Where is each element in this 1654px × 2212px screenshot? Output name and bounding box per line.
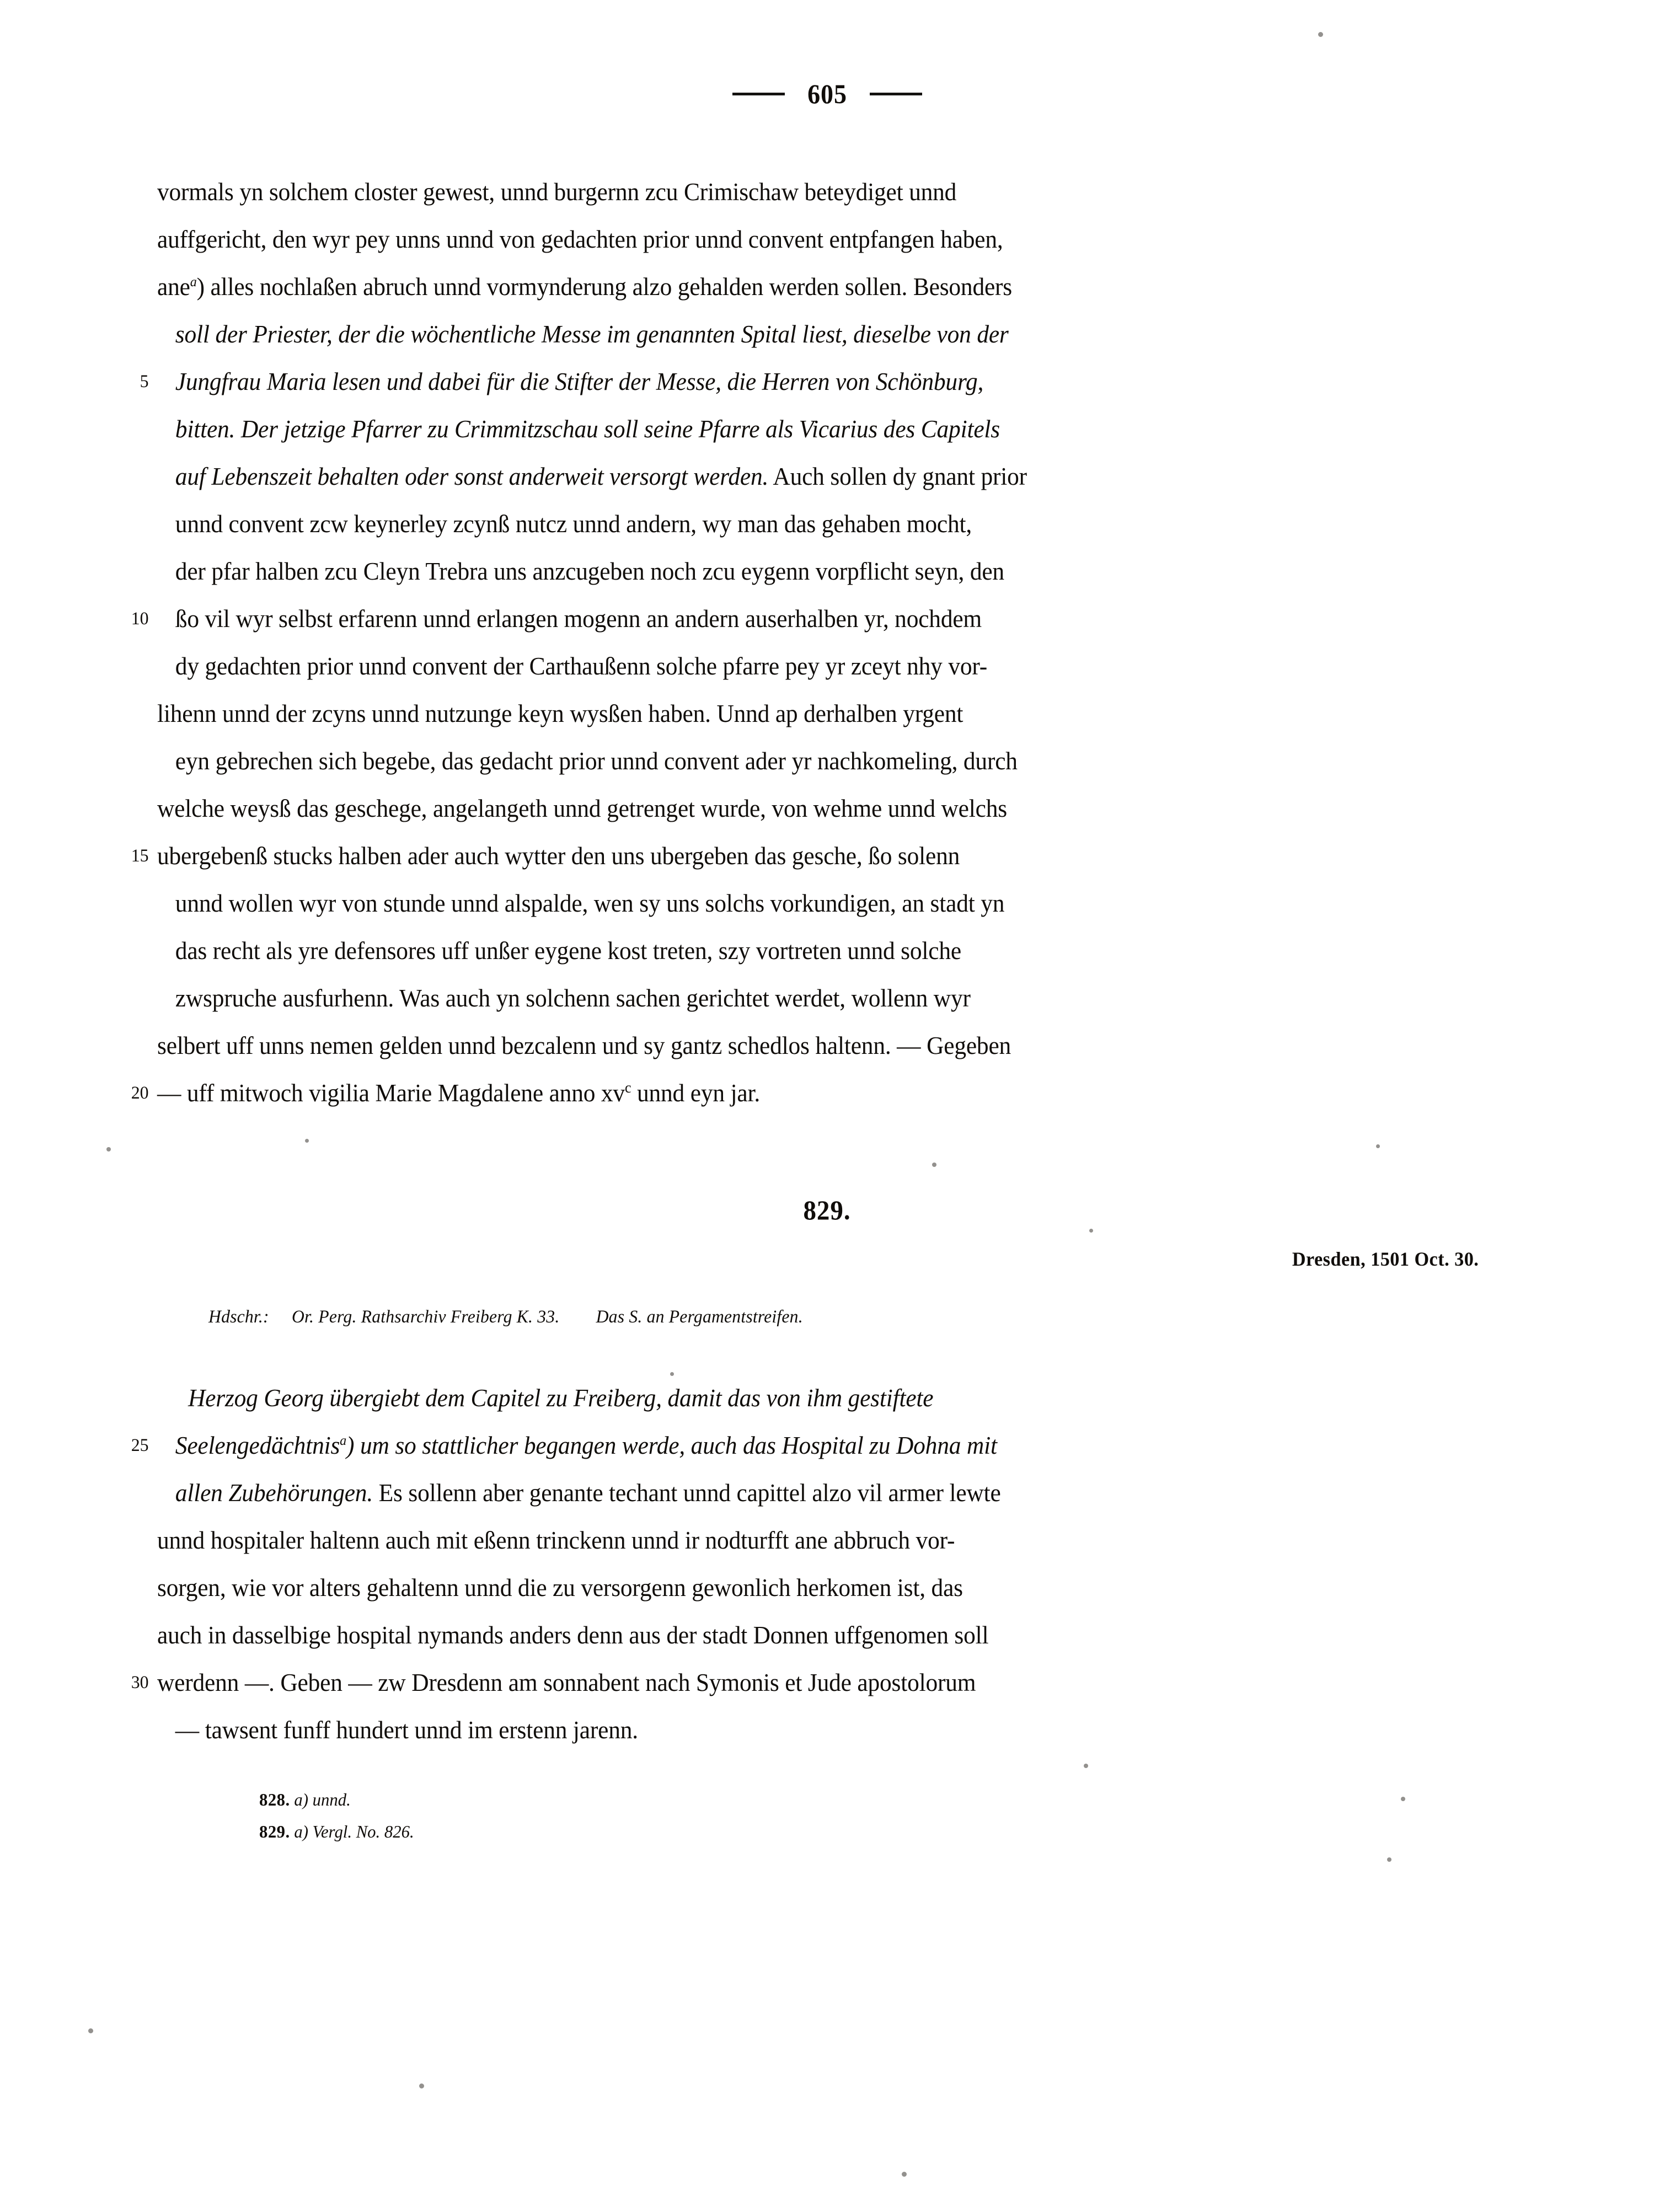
scan-speckle bbox=[106, 1147, 111, 1151]
line-text: vormals yn solchem closter gewest, unnd burgernn zcu Crimischaw beteydiget unnd bbox=[157, 178, 957, 206]
text-line bbox=[157, 737, 1432, 785]
line-text: unnd convent zcw keynerley zcynß nutcz unnd andern, wy man das gehaben mocht, bbox=[175, 510, 972, 538]
text-line bbox=[157, 310, 1432, 358]
text-line bbox=[157, 500, 1432, 548]
line-text: soll der Priester, der die wöchentliche Messe im genannten Spital liest, dieselbe von der bbox=[175, 320, 1009, 348]
charter-829-number: 829. bbox=[803, 1195, 851, 1225]
footnote-reference-number: 828. bbox=[259, 1790, 290, 1809]
text-line bbox=[157, 1374, 1432, 1422]
text-line bbox=[131, 1659, 1432, 1706]
line-number-marginal: 10 bbox=[131, 609, 149, 629]
charter-829-dateline: Dresden, 1501 Oct. 30. bbox=[1292, 1248, 1479, 1270]
scan-speckle bbox=[670, 1372, 674, 1376]
footnote-line bbox=[259, 1783, 1106, 1815]
line-number-marginal: 5 bbox=[140, 372, 149, 392]
text-line bbox=[157, 168, 1432, 216]
line-text: auch in dasselbige hospital nymands anders denn aus der stadt Donnen uffgenomen soll bbox=[157, 1621, 989, 1649]
line-text: ubergebenß stucks halben ader auch wytter den uns ubergeben das gesche, ßo solenn bbox=[157, 842, 960, 870]
line-text: zwspruche ausfurhenn. Was auch yn solchenn sachen gerichtet werdet, wollenn wyr bbox=[175, 984, 971, 1012]
footnote-line bbox=[259, 1815, 1106, 1847]
footnote-marker: a bbox=[340, 1433, 347, 1448]
line-text: werdenn —. Geben — zw Dresdenn am sonnabent nach Symonis et Jude apostolorum bbox=[157, 1669, 976, 1696]
scan-speckle bbox=[1376, 1144, 1380, 1148]
scan-speckle bbox=[1084, 1764, 1088, 1768]
head-rule-left bbox=[732, 93, 785, 95]
line-text: unnd hospitaler haltenn auch mit eßenn trinckenn unnd ir nodturfft ane abbruch vor- bbox=[157, 1527, 955, 1554]
text-line bbox=[157, 1469, 1432, 1517]
line-text: bitten. Der jetzige Pfarrer zu Crimmitzschau soll seine Pfarre als Vicarius des Capitels bbox=[175, 415, 1000, 443]
text-line bbox=[157, 880, 1432, 927]
line-text: Seelengedächtnis$^a$) um so stattlicher begangen werde, auch das Hospital zu Dohna mit bbox=[175, 1432, 997, 1459]
scan-speckle bbox=[1401, 1797, 1405, 1801]
superscript-c: c bbox=[624, 1079, 631, 1096]
text-line bbox=[157, 453, 1432, 500]
line-text: ane$^a$) alles nochlaßen abruch unnd vormynderung alzo gehalden werden sollen. Besonders bbox=[157, 273, 1013, 301]
line-text-italic-part: auf Lebenszeit behalten oder sonst anderweit versorgt werden. bbox=[175, 463, 769, 490]
scan-speckle bbox=[1387, 1857, 1391, 1862]
text-line bbox=[157, 1022, 1432, 1069]
line-text: unnd wollen wyr von stunde unnd alspalde, wen sy uns solchs vorkundigen, an stadt yn bbox=[175, 890, 1005, 917]
text-line bbox=[157, 548, 1432, 595]
line-text: das recht als yre defensores uff unßer eygene kost treten, szy vortreten unnd solche bbox=[175, 937, 961, 965]
line-text: dy gedachten prior unnd convent der Carthaußenn solche pfarre pey yr zceyt nhy vor- bbox=[175, 652, 988, 680]
scan-speckle bbox=[305, 1139, 309, 1143]
text-line bbox=[140, 358, 1432, 405]
text-line bbox=[131, 1422, 1432, 1469]
scan-speckle bbox=[1089, 1229, 1093, 1233]
source-prefix: Hdschr.: bbox=[208, 1307, 269, 1327]
scan-speckle bbox=[88, 2028, 93, 2033]
footnote-text: a) Vergl. No. 826. bbox=[294, 1822, 414, 1841]
line-text: eyn gebrechen sich begebe, das gedacht prior unnd convent ader yr nachkomeling, durch bbox=[175, 747, 1018, 775]
line-number-marginal: 30 bbox=[131, 1673, 149, 1693]
line-text-italic-part: allen Zubehörungen. bbox=[175, 1479, 373, 1507]
scan-speckle bbox=[932, 1163, 936, 1167]
charter-829-source-note bbox=[208, 1307, 803, 1327]
scan-speckle bbox=[1318, 32, 1323, 37]
text-line bbox=[157, 1517, 1432, 1564]
text-line bbox=[131, 595, 1432, 642]
scan-speckle bbox=[902, 2172, 907, 2177]
line-text: der pfar halben zcu Cleyn Trebra uns anzcugeben noch zcu eygenn vorpflicht seyn, den bbox=[175, 558, 1004, 585]
line-text: sorgen, wie vor alters gehaltenn unnd die zu versorgenn gewonlich herkomen ist, das bbox=[157, 1574, 963, 1602]
line-number-marginal: 15 bbox=[131, 846, 149, 866]
text-line bbox=[131, 832, 1432, 880]
line-text: Herzog Georg übergiebt dem Capitel zu Freiberg, damit das von ihm gestiftete bbox=[188, 1384, 934, 1412]
footnote-area bbox=[259, 1783, 1142, 1847]
text-line bbox=[157, 927, 1432, 974]
text-line bbox=[157, 405, 1432, 453]
text-line bbox=[157, 1611, 1432, 1659]
page-folio-number: 605 bbox=[807, 78, 847, 109]
source-manuscript: Or. Perg. Rathsarchiv Freiberg K. 33. bbox=[291, 1307, 560, 1327]
text-line bbox=[131, 1069, 1432, 1117]
scan-speckle bbox=[419, 2084, 424, 2088]
head-rule-right bbox=[870, 93, 922, 95]
line-text: — uff mitwoch vigilia Marie Magdalene anno $xv^c$ unnd eyn jar. bbox=[157, 1079, 761, 1107]
charter-829-text bbox=[131, 1374, 1478, 1754]
line-text: Jungfrau Maria lesen und dabei für die Stifter der Messe, die Herren von Schönburg, bbox=[175, 368, 984, 395]
source-seal-note: Das S. an Pergamentstreifen. bbox=[596, 1307, 803, 1327]
footnote-text: a) unnd. bbox=[294, 1790, 351, 1809]
text-line bbox=[157, 642, 1432, 690]
line-text: auf Lebenszeit behalten oder sonst anderweit versorgt werden. Auch sollen dy gnant prior bbox=[175, 463, 1027, 490]
text-line bbox=[157, 785, 1432, 832]
line-text: lihenn unnd der zcyns unnd nutzunge keyn wysßen haben. Unnd ap derhalben yrgent bbox=[157, 700, 964, 727]
text-line bbox=[157, 690, 1432, 737]
text-line bbox=[157, 1706, 1432, 1754]
charter-828-text bbox=[131, 168, 1478, 1117]
line-text: allen Zubehörungen. Es sollenn aber genante techant unnd capittel alzo vil armer lewte bbox=[175, 1479, 1001, 1507]
line-number-marginal: 20 bbox=[131, 1083, 149, 1103]
footnote-marker: a bbox=[190, 275, 197, 290]
line-text: auffgericht, den wyr pey unns unnd von gedachten prior unnd convent entpfangen haben, bbox=[157, 226, 1003, 253]
text-line bbox=[157, 216, 1432, 263]
footnote-reference-number: 829. bbox=[259, 1822, 290, 1841]
running-head bbox=[0, 80, 1654, 108]
text-line bbox=[157, 974, 1432, 1022]
line-text: ßo vil wyr selbst erfarenn unnd erlangen mogenn an andern auserhalben yr, nochdem bbox=[175, 605, 982, 633]
text-line bbox=[157, 263, 1432, 310]
line-text: welche weysß das geschege, angelangeth unnd getrenget wurde, von wehme unnd welchs bbox=[157, 795, 1007, 822]
line-text: selbert uff unns nemen gelden unnd bezcalenn und sy gantz schedlos haltenn. — Gegeben bbox=[157, 1032, 1011, 1059]
line-number-marginal: 25 bbox=[131, 1436, 149, 1455]
line-text: — tawsent funff hundert unnd im erstenn jarenn. bbox=[175, 1716, 638, 1744]
text-line bbox=[157, 1564, 1432, 1611]
